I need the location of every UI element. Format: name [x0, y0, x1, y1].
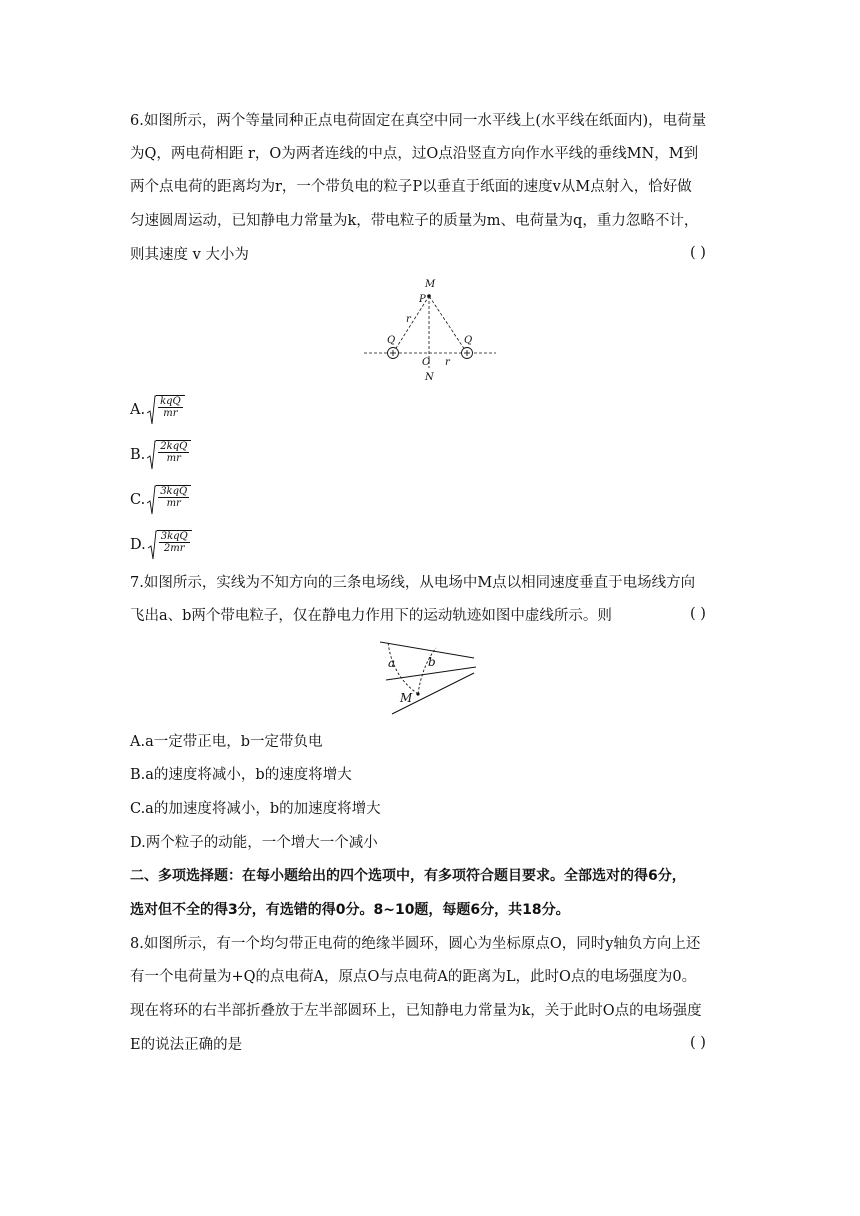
section2-heading-line-1: 二、多项选择题：在每小题给出的四个选项中，有多项符合题目要求。全部选对的得6分， [130, 868, 686, 884]
label-Q-left: Q [387, 335, 396, 346]
label-Q-right: Q [464, 335, 473, 346]
label-a: a [388, 656, 396, 670]
label-P: P [419, 294, 426, 305]
q8-line-2: 有一个电荷量为+Q的点电荷A，原点O与点电荷A的距离为L，此时O点的电场强度为0。 [130, 969, 697, 985]
sqrt-expression [147, 395, 185, 425]
section2-heading-line-2: 选对但不全的得3分，有选错的得0分。8~10题，每题6分，共18分。 [130, 902, 570, 918]
option-label: A. [130, 402, 146, 418]
label-M: M [425, 279, 436, 290]
q6-line-3: 两个点电荷的距离均为r，一个带负电的粒子P以垂直于纸面的速度v从M点射入，恰好做 [130, 179, 692, 195]
q6-answer-paren: ( ) [690, 245, 706, 261]
q6-option-b[interactable] [130, 440, 191, 470]
label-M: M [400, 691, 413, 705]
q6-line-2: 为Q，两电荷相距 r，O为两者连线的中点，过O点沿竖直方向作水平线的垂线MN，M到 [130, 146, 699, 162]
label-b: b [428, 655, 436, 669]
q6-line-5: 则其速度 v 大小为 [130, 247, 249, 263]
sqrt-expression [147, 440, 191, 470]
label-r-bottom: r [445, 357, 450, 368]
label-O: O [422, 357, 431, 368]
label-r-side: r [406, 314, 411, 325]
q7-field-lines-figure [378, 636, 482, 718]
sqrt-expression [147, 485, 191, 515]
q7-line-1: 7.如图所示，实线为不知方向的三条电场线，从电场中M点以相同速度垂直于电场线方向 [130, 575, 696, 591]
q7-option-b[interactable]: B.a的速度将减小，b的速度将增大 [130, 767, 352, 783]
q8-line-3: 现在将环的右半部折叠放于左半部圆环上，已知静电力常量为k，关于此时O点的电场强度 [130, 1003, 702, 1019]
option-label: D. [130, 537, 146, 553]
q8-line-1: 8.如图所示，有一个均匀带正电荷的绝缘半圆环，圆心为坐标原点O，同时y轴负方向上还 [130, 936, 701, 952]
label-N: N [425, 372, 434, 383]
fraction: $\frac{\text{3kqQ}}{mr}$ [156, 485, 191, 515]
option-label: B. [130, 447, 146, 463]
q8-answer-paren: ( ) [690, 1035, 706, 1051]
q6-option-a[interactable] [130, 395, 185, 425]
q7-answer-paren: ( ) [690, 606, 706, 622]
q7-option-a[interactable]: A.a一定带正电，b一定带负电 [130, 734, 323, 750]
q7-line-2: 飞出a、b两个带电粒子，仅在静电力作用下的运动轨迹如图中虚线所示。则 [130, 608, 612, 624]
q6-option-c[interactable] [130, 485, 191, 515]
q7-option-d[interactable]: D.两个粒子的动能，一个增大一个减小 [130, 835, 378, 851]
q7-option-c[interactable]: C.a的加速度将减小，b的加速度将增大 [130, 801, 381, 817]
fraction: $\frac{\text{3kqQ}}{2mr}$ [157, 530, 192, 560]
sqrt-expression [148, 530, 192, 560]
q6-line-1: 6.如图所示，两个等量同种正点电荷固定在真空中同一水平线上(水平线在纸面内)，电荷量 [130, 113, 707, 129]
fraction: $\frac{\text{2kqQ}}{mr}$ [156, 440, 191, 470]
q6-charges-figure [360, 276, 500, 386]
q6-line-4: 匀速圆周运动，已知静电力常量为k，带电粒子的质量为m、电荷量为q，重力忽略不计， [130, 213, 699, 229]
q6-option-d[interactable] [130, 530, 192, 560]
fraction: $\frac{\text{kqQ}}{mr}$ [156, 395, 185, 425]
option-label: C. [130, 492, 146, 508]
q8-line-4: E的说法正确的是 [130, 1037, 243, 1053]
